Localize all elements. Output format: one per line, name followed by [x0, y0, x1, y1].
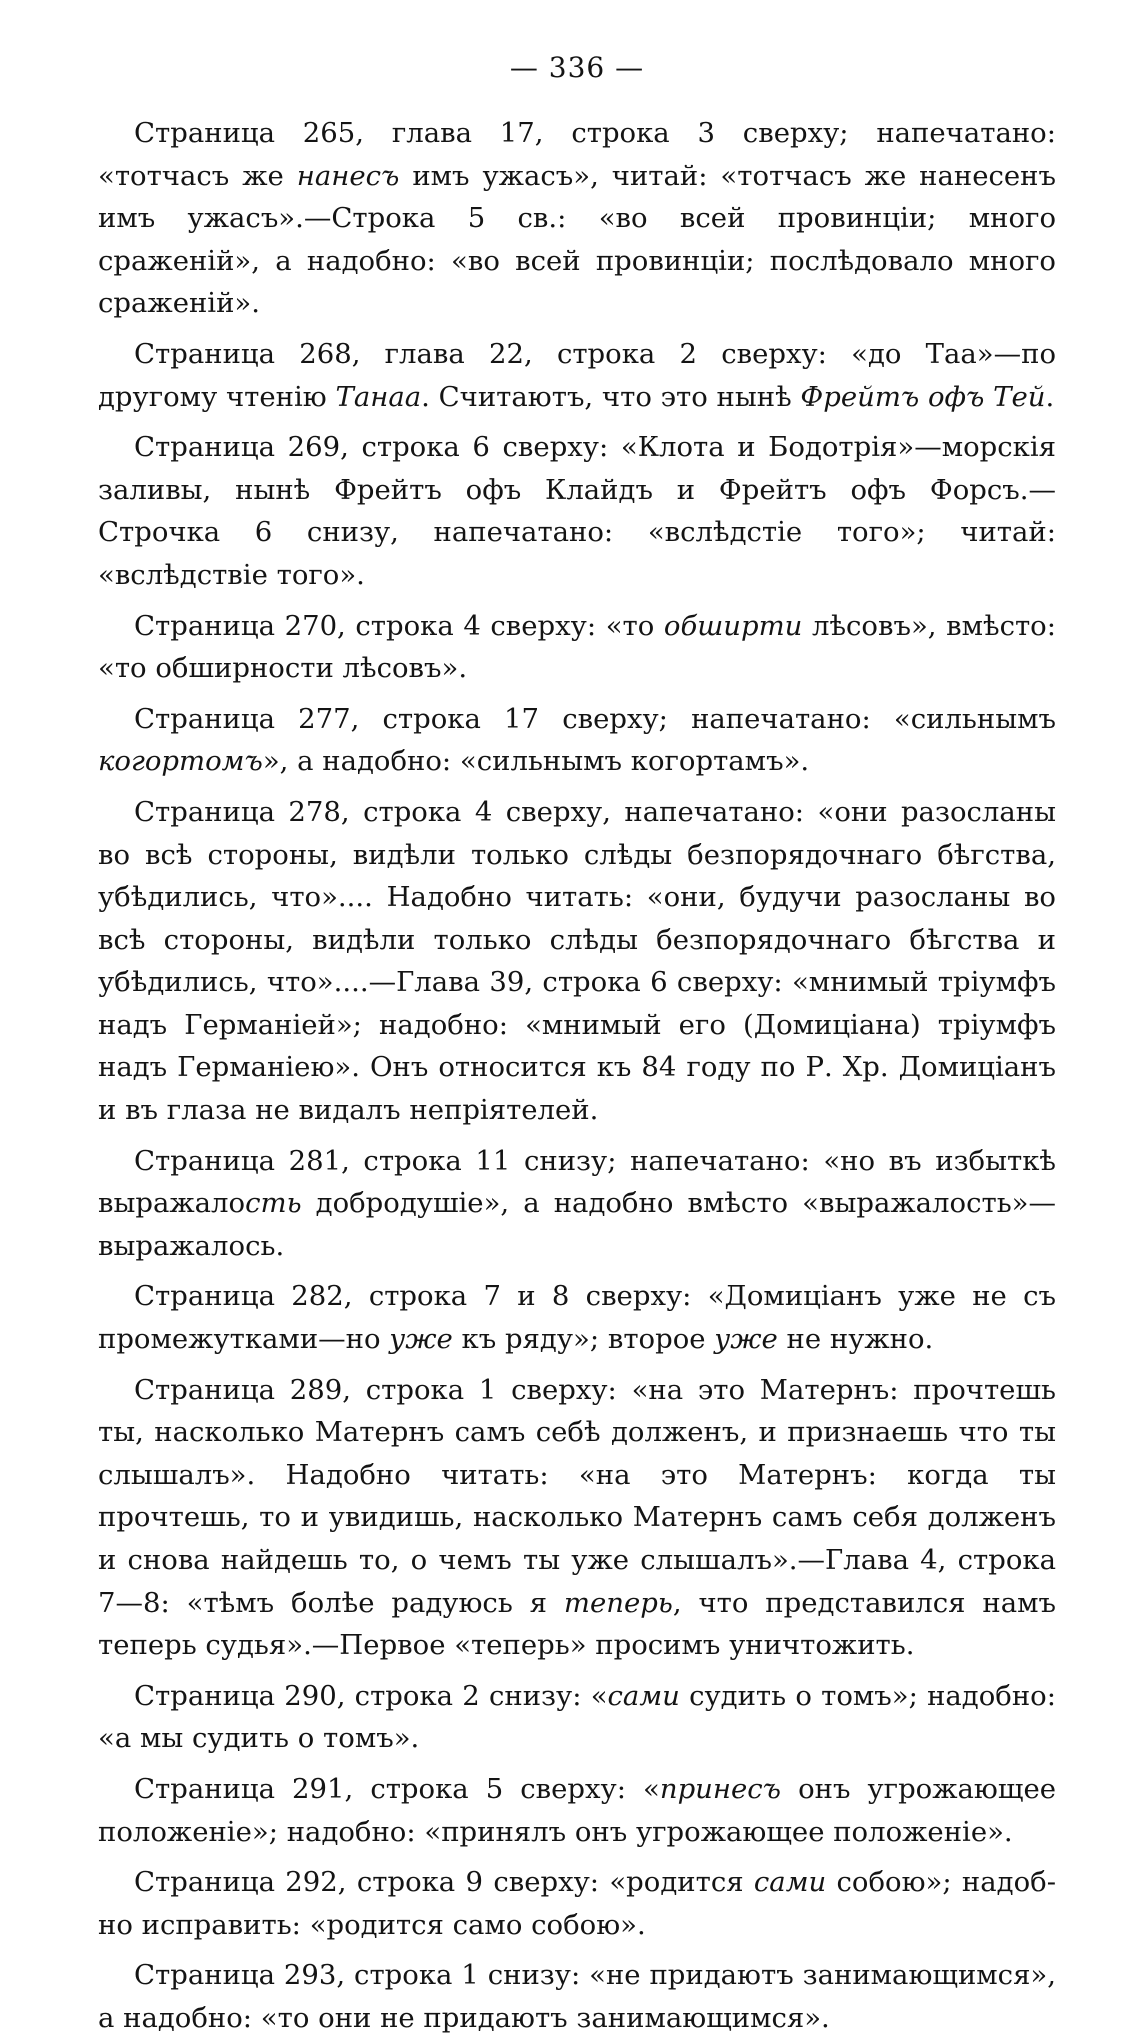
- italic-text: принесъ: [659, 1772, 782, 1805]
- italic-text: нанесъ: [296, 159, 400, 192]
- errata-paragraph: [98, 1140, 1056, 1268]
- italic-text: сами: [607, 1679, 680, 1712]
- text-segment: Страница 292, строка 9 сверху: «родится: [134, 1866, 754, 1899]
- errata-paragraph: [98, 1369, 1056, 1667]
- italic-text: обширти: [663, 609, 803, 642]
- errata-paragraph: [98, 1275, 1056, 1360]
- text-segment: Страница 282, строка 7 и 8 сверху: «Домиціанъ уже не съ промежутками—но: [98, 1280, 1056, 1356]
- errata-paragraph: [98, 1768, 1056, 1853]
- text-segment: имъ ужасъ», читай: «тотчасъ же нанесенъ имъ ужасъ».—Строка 5 св.: «во всей провинціи; много сраженій», а надобно: «во всей провинціи; послѣдовало много сраженій».: [98, 159, 1056, 320]
- text-segment: Страница 290, строка 2 снизу: «: [134, 1679, 608, 1712]
- text-segment: Страница 289, строка 1 сверху: «на это Матернъ: прочтешь ты, насколько Матернъ самъ себѣ долженъ, и признаешь что ты слышалъ». Надобно читать: «на это Матернъ: когда ты прочтешь, то и увидишь, насколько Матернъ самъ себя долженъ и снова найдешь то, о чемъ ты уже слышалъ».—Глава 4, строка 7—8: «тѣмъ болѣе радуюсь я: [98, 1373, 1056, 1619]
- page-number: — 336 —: [509, 51, 645, 84]
- text-segment: Страница 269, строка 6 сверху: «Клота и Бодотрія»—морскія заливы, нынѣ Фрейтъ офъ Клайдъ и Фрейтъ офъ Форсъ.—Строчка 6 снизу, напечатано: «вслѣдстіе того»; читай: «вслѣдствіе того».: [98, 431, 1056, 591]
- italic-text: уже: [714, 1323, 778, 1356]
- italic-text: Танаа: [335, 380, 422, 413]
- text-segment: Страница 268, глава 22, строка 2 сверху: «до Таа»—по другому чтенію: [98, 337, 1056, 413]
- italic-text: теперь: [563, 1586, 673, 1619]
- text-segment: Страница 277, строка 17 сверху; напечатано: «сильнымъ: [134, 702, 1056, 735]
- errata-text: [98, 112, 1056, 2040]
- text-segment: судить о томъ»; надобно: «а мы судить о томъ».: [98, 1679, 1056, 1755]
- text-segment: Страница 265, глава 17, строка 3 сверху; напечатано: «тотчасъ же: [98, 117, 1056, 192]
- errata-paragraph: [98, 1861, 1056, 1946]
- italic-text: Фрейтъ офъ Тей: [800, 380, 1046, 413]
- italic-text: сами: [753, 1866, 827, 1899]
- errata-paragraph: [98, 605, 1056, 690]
- text-segment: », а надобно: «сильнымъ когортамъ».: [262, 745, 810, 778]
- errata-paragraph: [98, 1954, 1056, 2039]
- text-segment: Страница 293, строка 1 снизу: «не придаютъ занимающимся», а надобно: «то они не придаютъ занимающимся».: [98, 1959, 1056, 2034]
- italic-text: сть: [245, 1187, 302, 1220]
- text-segment: , что представился намъ теперь судья».—Первое «теперь» просимъ уничтожить.: [98, 1586, 1056, 1662]
- text-segment: онъ угрожающее положеніе»; надобно: «принялъ онъ угрожающее положеніе».: [98, 1772, 1056, 1848]
- italic-text: когортомъ: [98, 745, 263, 778]
- text-segment: Страница 281, строка 11 снизу; напечатано: «но въ избыткѣ выражало: [98, 1144, 1056, 1220]
- errata-paragraph: [98, 112, 1056, 325]
- errata-paragraph: [98, 1675, 1056, 1760]
- errata-paragraph: [98, 333, 1056, 418]
- text-segment: не нужно.: [777, 1323, 934, 1356]
- text-segment: собою»; надобно исправить: «родится само собою».: [98, 1866, 1056, 1941]
- text-segment: Страница 278, строка 4 сверху, напечатано: «они разосланы во всѣ стороны, видѣли только слѣды безпорядочнаго бѣгства, убѣдились, что».... Надобно читать: «они, будучи разосланы во всѣ стороны, видѣли только слѣды безпорядочнаго бѣгства и убѣдились, что»....—Глава 39, строка 6 сверху: «мнимый тріумфъ надъ Германіей»; надобно: «мнимый его (Домиціана) тріумфъ надъ Германіею». Онъ относится къ 84 году по Р. Хр. Домиціанъ и въ глаза не видалъ непріятелей.: [98, 795, 1056, 1127]
- text-segment: . Считаютъ, что это нынѣ: [421, 380, 801, 413]
- text-segment: Страница 270, строка 4 сверху: «то: [134, 609, 664, 642]
- italic-text: уже: [389, 1323, 453, 1356]
- errata-paragraph: [98, 791, 1056, 1132]
- text-segment: къ ряду»; второе: [452, 1323, 715, 1356]
- text-segment: Страница 291, строка 5 сверху: «: [134, 1772, 660, 1805]
- text-segment: лѣсовъ», вмѣсто: «то обширности лѣсовъ».: [98, 609, 1057, 685]
- errata-paragraph: [98, 426, 1056, 596]
- text-segment: .: [1045, 380, 1055, 413]
- errata-paragraph: [98, 698, 1056, 783]
- text-segment: добродушіе», а надобно вмѣсто «выражалость»—выражалось.: [98, 1187, 1056, 1262]
